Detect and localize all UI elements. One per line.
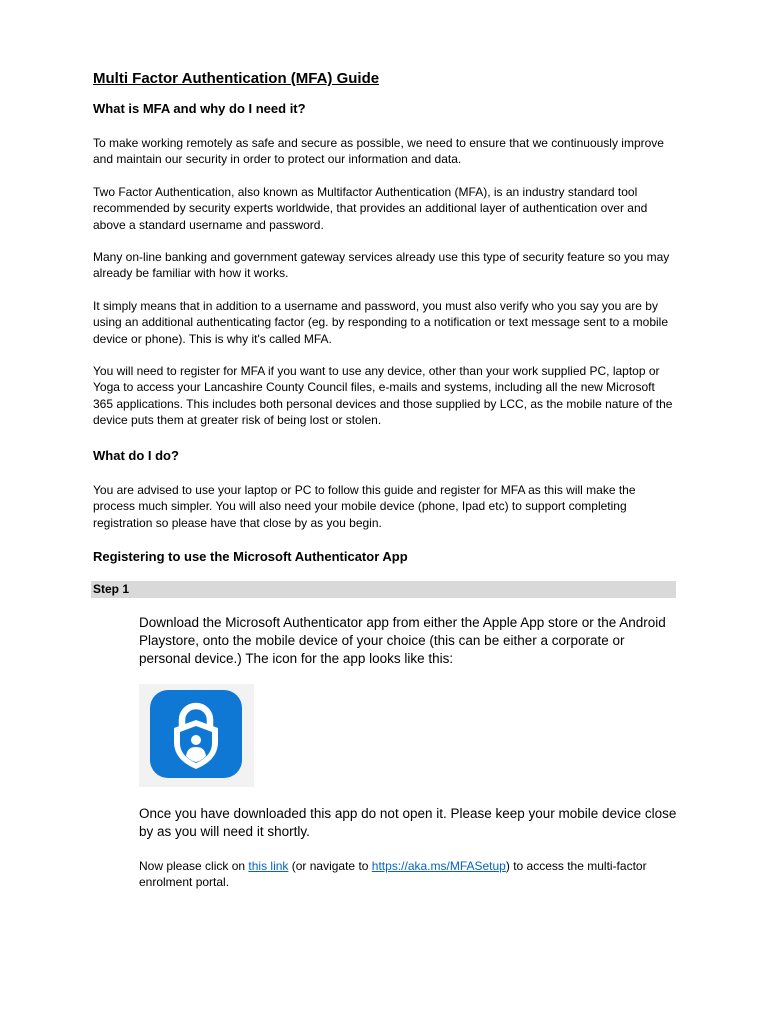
paragraph-verify: It simply means that in addition to a username and password, you must also verify who you say you are by using an additional authenticating factor (eg. by responding to a notification or text message sent to a mobile device or phone). This is why it's called MFA.: [93, 299, 669, 346]
authenticator-app-icon-image: [139, 684, 254, 787]
this-link[interactable]: this link: [248, 859, 289, 873]
click-middle-text: (or navigate to: [288, 859, 372, 873]
section-heading-registering: Registering to use the Microsoft Authenticator App: [93, 549, 408, 564]
paragraph-intro: To make working remotely as safe and secure as possible, we need to ensure that we continuously improve and maintain our security in order to protect our information and data.: [93, 136, 664, 167]
step-1-bar: Step 1: [91, 581, 676, 598]
section-heading-what-do-i-do: What do I do?: [93, 448, 179, 463]
mfa-setup-url-link[interactable]: https://aka.ms/MFASetup: [371, 859, 506, 873]
step-1-after-download-text: Once you have downloaded this app do not open it. Please keep your mobile device close by as you will need it shortly.: [139, 806, 677, 839]
authenticator-lock-icon: [150, 690, 242, 778]
click-prefix-text: Now please click on: [139, 859, 249, 873]
paragraph-register-requirement: You will need to register for MFA if you want to use any device, other than your work supplied PC, laptop or Yoga to access your Lancashire County Council files, e-mails and systems, including all the new Microsoft 365 applications. This includes both personal devices and those supplied by LCC, as the mobile nature of the device puts them at greater risk of being lost or stolen.: [93, 364, 673, 427]
paragraph-two-factor: Two Factor Authentication, also known as Multifactor Authentication (MFA), is an industry standard tool recommended by security experts worldwide, that provides an additional layer of authentication over and above a standard username and password.: [93, 185, 648, 232]
paragraph-banking: Many on-line banking and government gateway services already use this type of security feature so you may already be familiar with how it works.: [93, 250, 670, 281]
section-heading-what-is-mfa: What is MFA and why do I need it?: [93, 101, 306, 116]
step-1-enrolment-instruction: [139, 858, 674, 891]
paragraph-advice: You are advised to use your laptop or PC to follow this guide and register for MFA as this will make the process much simpler. You will also need your mobile device (phone, Ipad etc) to support completing registration so please have that close by as you begin.: [93, 483, 636, 530]
step-1-download-text: Download the Microsoft Authenticator app from either the Apple App store or the Android Playstore, onto the mobile device of your choice (this can be either a corporate or personal device.) The icon for the app looks like this:: [139, 615, 666, 666]
document-title: Multi Factor Authentication (MFA) Guide: [93, 70, 380, 87]
click-suffix-text: ) to access the multi-factor enrolment portal.: [139, 859, 647, 890]
